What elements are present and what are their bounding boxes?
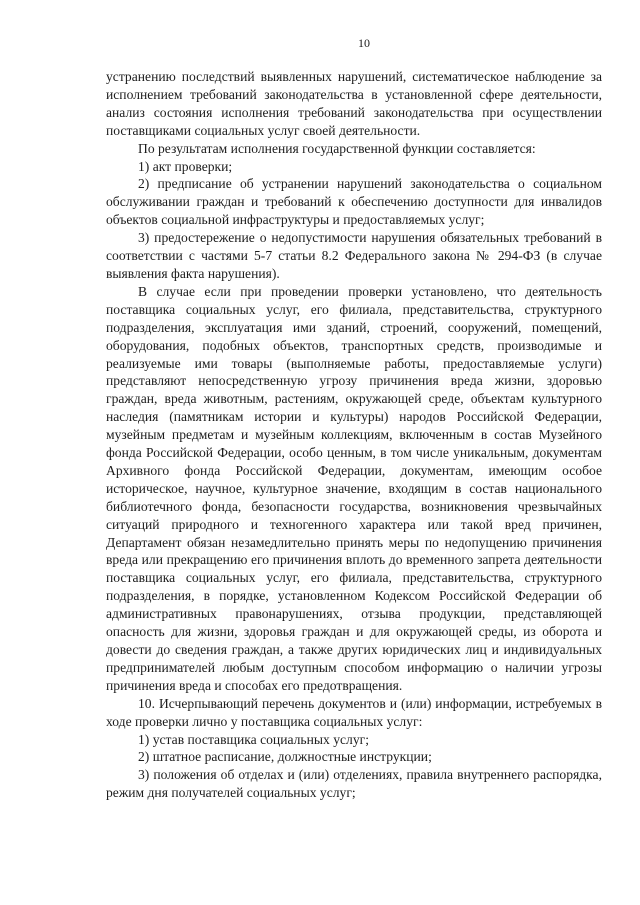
document-body [106, 68, 602, 802]
paragraph-section-10: 10. Исчерпывающий перечень документов и (или) информации, истребуемых в ходе проверки лично у поставщика социальных услуг: [106, 695, 602, 729]
list-item-warning: 3) предостережение о недопустимости нарушения обязательных требований в соответствии с частями 5-7 статьи 8.2 Федерального закона № 294-ФЗ (в случае выявления факта нарушения). [106, 230, 602, 281]
list-item-act: 1) акт проверки; [138, 158, 233, 174]
list-item-charter: 1) устав поставщика социальных услуг; [138, 731, 369, 747]
page-number: 10 [358, 36, 370, 50]
list-item-staffing: 2) штатное расписание, должностные инструкции; [138, 749, 432, 765]
list-item-regulations: 3) положения об отделах и (или) отделениях, правила внутреннего распорядка, режим дня получателей социальных услуг; [106, 767, 602, 801]
paragraph-threat-measures: В случае если при проведении проверки установлено, что деятельность поставщика социальных услуг, его филиала, представительства, структурного подразделения, эксплуатация ими зданий, строений, сооружений, помещений, оборудования, подобных объектов, транспортных средств, производимые и реализуемые ими товары (выполняемые работы, предоставляемые услуги) представляют непосредственную угрозу причинения вреда жизни, здоровью граждан, вреда животным, растениям, окружающей среде, объектам культурного наследия (памятникам истории и культуры) народов Российской Федерации, музейным предметам и музейным коллекциям, включенным в состав Музейного фонда Российской Федерации, особо ценным, в том числе уникальным, документам Архивного фонда Российской Федерации, документам, имеющим особое историческое, научное, культурное значение, входящим в состав национального библиотечного фонда, безопасности государства, возникновения чрезвычайных ситуаций природного и техногенного характера или такой вред причинен, Департамент обязан незамедлительно принять меры по недопущению причинения вреда или прекращению его причинения вплоть до временного запрета деятельности поставщика социальных услуг, его филиала, представительства, структурного подразделения, в порядке, установленном Кодексом Российской Федерации об административных правонарушениях, отзыва продукции, представляющей опасность для жизни, здоровья граждан и для окружающей среды, из оборота и довести до сведения граждан, а также других юридических лиц и индивидуальных предпринимателей любым доступным способом информацию о наличии угрозы причинения вреда и способах его предотвращения. [106, 283, 602, 693]
list-item-order: 2) предписание об устранении нарушений законодательства о социальном обслуживании граждан и требований к обеспечению доступности для инвалидов объектов социальной инфраструктуры и предоставляемых услуг; [106, 176, 602, 228]
paragraph-results-intro: По результатам исполнения государственной функции составляется: [138, 140, 536, 156]
paragraph-continuation: устранению последствий выявленных нарушений, систематическое наблюдение за исполнением требований законодательства в установленной сфере деятельности, анализ состояния исполнения требований законодательства при осуществлении поставщиками социальных услуг своей деятельности. [106, 69, 602, 138]
